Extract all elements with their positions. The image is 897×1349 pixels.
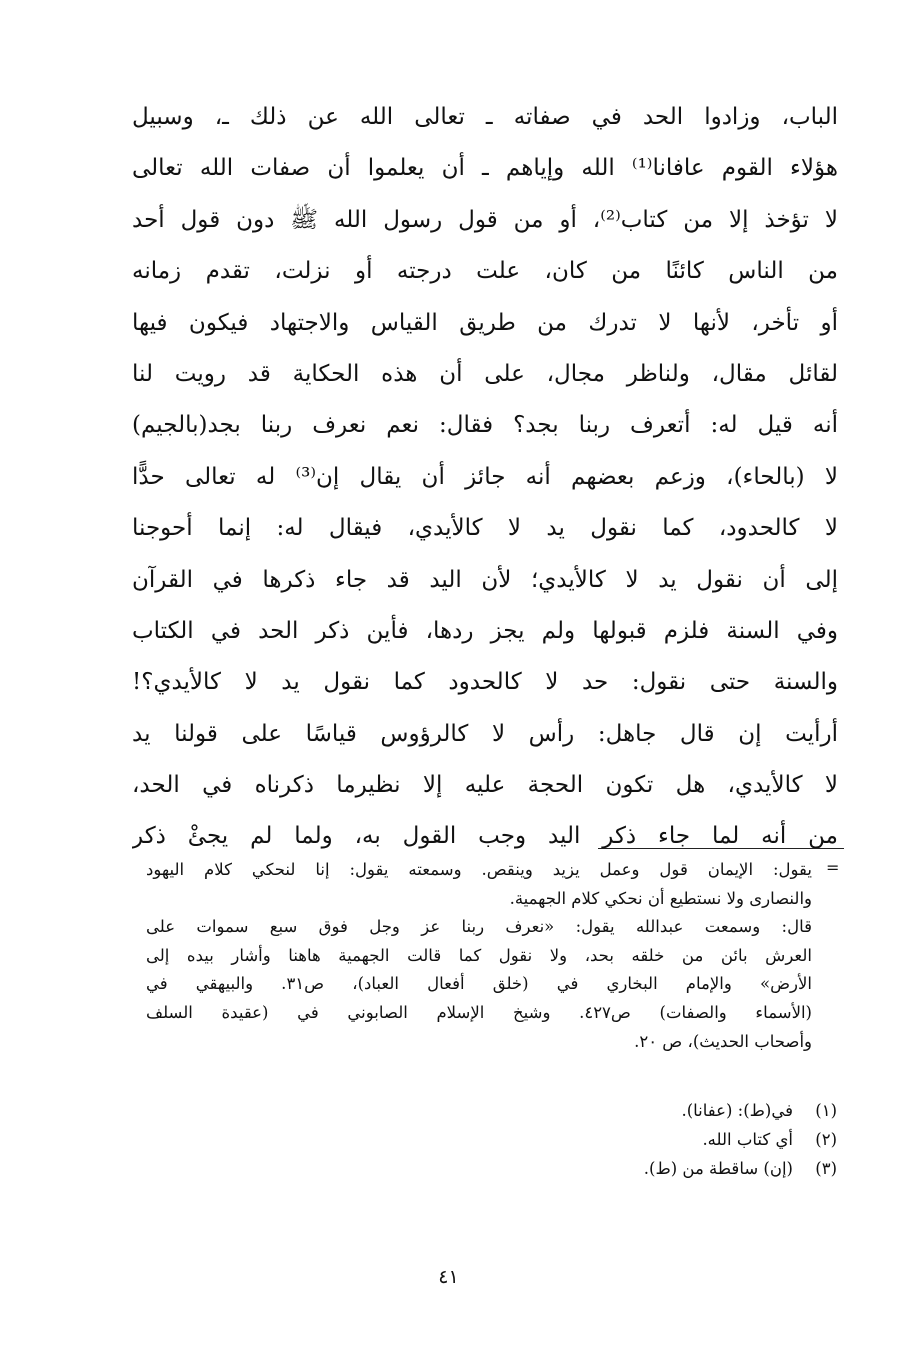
footnote-separator: [598, 848, 844, 849]
footnote-line: يقول: الإيمان قول وعمل يزيد وينقص. وسمعته يقول: إنا لنحكي كلام اليهود: [146, 860, 812, 879]
footnote-line: وأصحاب الحديث)، ص ٢٠.: [634, 1031, 812, 1051]
footnote-text: أي كتاب الله.: [702, 1130, 793, 1149]
main-text-line: لا كالأيدي، هل تكون الحجة عليه إلا نظيرما ذكرناه في الحد،: [132, 772, 838, 799]
main-text-line: من الناس كائنًا من كان، علت درجته أو نزلت، تقدم زمانه: [132, 258, 838, 285]
footnote-continuation-mark: =: [826, 858, 840, 877]
main-text-line: لقائل مقال، ولناظر مجال، على أن هذه الحكاية قد رويت لنا: [132, 360, 838, 387]
page-number: ٤١: [438, 1266, 459, 1288]
main-text-line: من أنه لما جاء ذكر اليد وجب القول به، ولما لم يجئْ ذكر: [132, 823, 838, 850]
footnote-line: قال: وسمعت عبدالله يقول: «نعرف ربنا عز وجل فوق سبع سموات على: [146, 917, 812, 937]
main-text-line: إلى أن نقول يد لا كالأيدي؛ لأن اليد قد جاء ذكرها في القرآن: [132, 566, 838, 593]
footnote-text: (إن) ساقطة من (ط).: [643, 1159, 793, 1178]
main-text: [132, 92, 838, 863]
footnote-continuation: [146, 856, 812, 1056]
main-text-line: لا (بالحاء)، وزعم بعضهم أنه جائز أن يقال إن⁽³⁾ له تعالى حدًّا: [132, 463, 838, 490]
main-text-line: أو تأخر، لأنها لا تدرك من طريق القياس والاجتهاد فيكون فيها: [132, 309, 838, 336]
main-text-line: أرأيت إن قال جاهل: رأس لا كالرؤوس قياسًا على قولنا يد: [132, 720, 838, 747]
main-text-line: والسنة حتى نقول: حد لا كالحدود كما نقول يد لا كالأيدي؟!: [132, 669, 838, 696]
footnote-line: (الأسماء والصفات) ص٤٢٧. وشيخ الإسلام الصابوني في (عقيدة السلف: [146, 1002, 812, 1022]
footnote-number: (١): [815, 1101, 837, 1120]
footnotes-list: [437, 1096, 837, 1183]
footnote-number: (٢): [815, 1130, 837, 1149]
footnote-item: [437, 1154, 837, 1183]
main-text-line: لا تؤخذ إلا من كتاب⁽²⁾، أو من قول رسول الله ﷺ دون قول أحد: [132, 206, 838, 233]
footnote-line: الأرض» والإمام البخاري في (خلق أفعال العباد)، ص٣١. والبيهقي في: [146, 974, 812, 994]
main-text-line: وفي السنة فلزم قبولها ولم يجز ردها، فأين ذكر الحد في الكتاب: [132, 617, 838, 644]
footnote-text: في(ط): (عفانا).: [681, 1101, 793, 1120]
footnote-item: [437, 1096, 837, 1125]
footnote-line: والنصارى ولا نستطيع أن نحكي كلام الجهمية.: [509, 888, 812, 908]
footnote-number: (٣): [815, 1159, 837, 1178]
main-text-line: لا كالحدود، كما نقول يد لا كالأيدي، فيقال له: إنما أحوجنا: [132, 515, 838, 542]
footnote-item: [437, 1125, 837, 1154]
main-text-line: هؤلاء القوم عافانا⁽¹⁾ الله وإياهم ـ أن يعلموا أن صفات الله تعالى: [132, 155, 838, 182]
main-text-line: أنه قيل له: أتعرف ربنا بجد؟ فقال: نعم نعرف ربنا بجد(بالجيم): [132, 412, 838, 439]
footnote-line: العرش بائن من خلقه بحد، ولا نقول كما قالت الجهمية هاهنا وأشار بيده إلى: [146, 945, 812, 965]
main-text-line: الباب، وزادوا الحد في صفاته ـ تعالى الله عن ذلك ـ، وسبيل: [132, 104, 838, 130]
